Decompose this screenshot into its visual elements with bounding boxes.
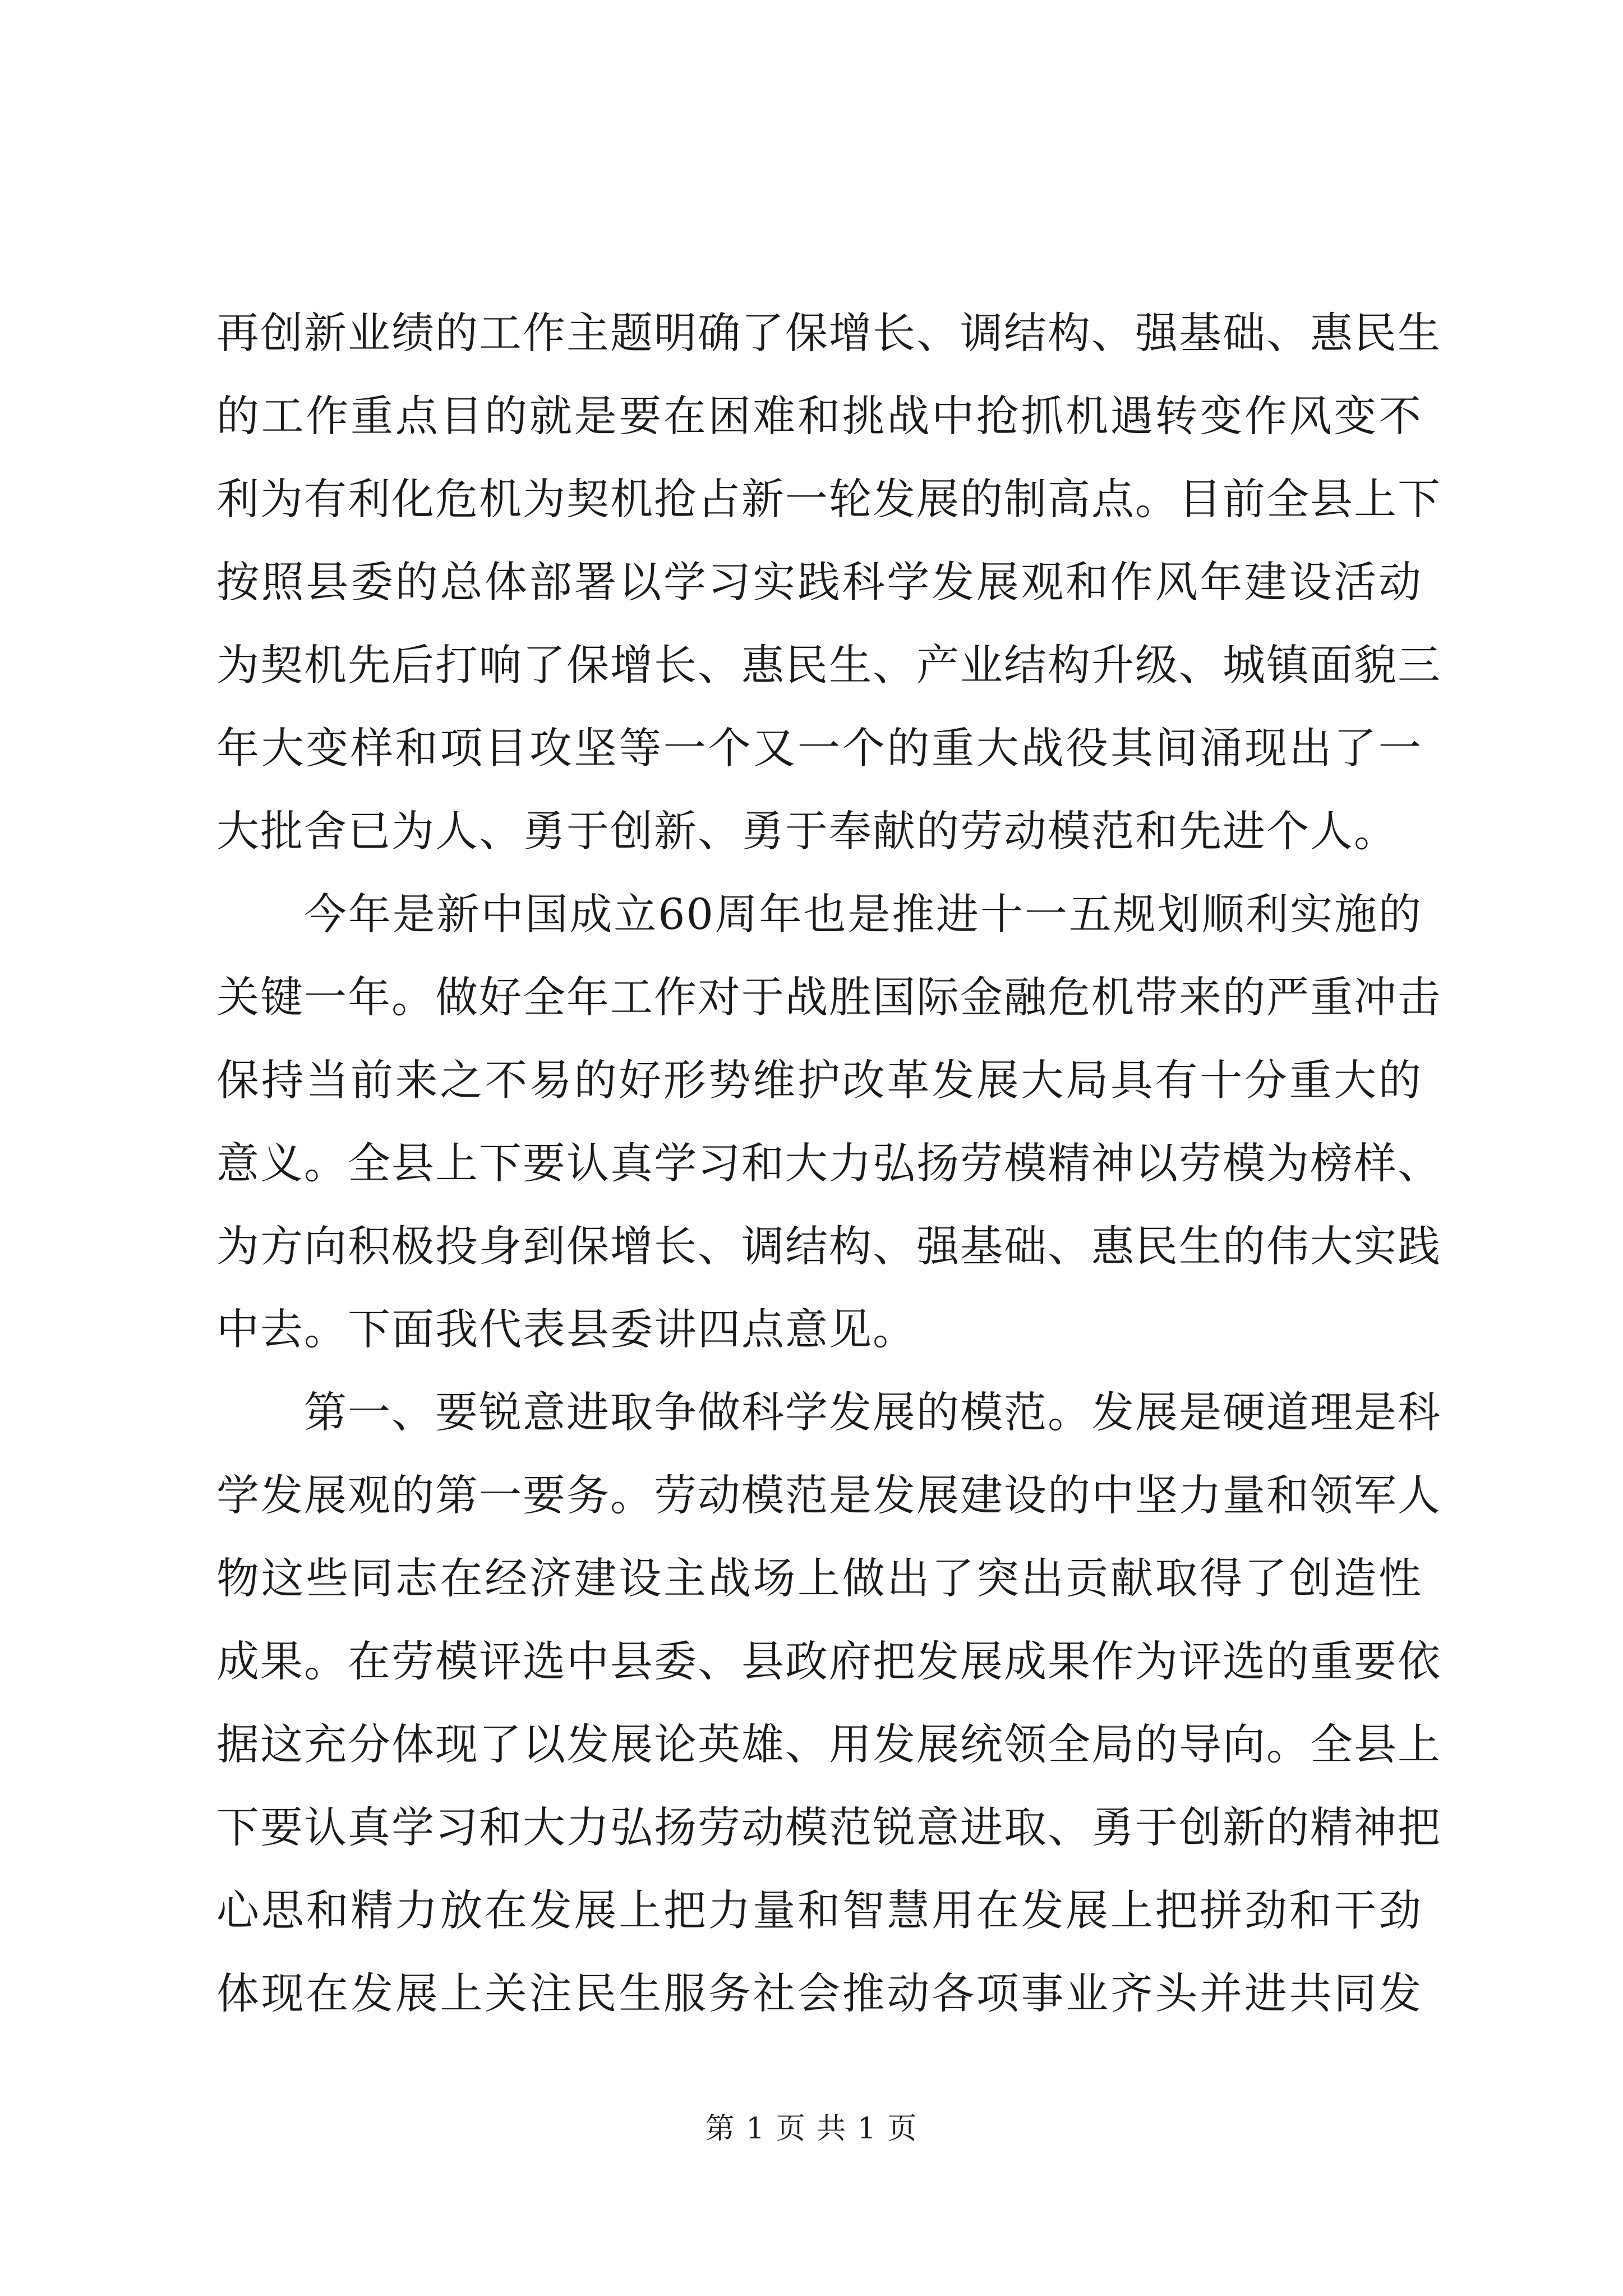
text-line: 体现在发展上关注民生服务社会推动各项事业齐头并进共同发 [216, 1968, 1422, 2018]
text-line: 的工作重点目的就是要在困难和挑战中抢抓机遇转变作风变不 [216, 391, 1422, 441]
text-line: 按照县委的总体部署以学习实践科学发展观和作风年建设活动 [216, 557, 1422, 607]
text-line: 学发展观的第一要务。劳动模范是发展建设的中坚力量和领军人 [216, 1470, 1441, 1520]
text-line: 中去。下面我代表县委讲四点意见。 [216, 1304, 916, 1354]
paragraph-start-line: 第一、要锐意进取争做科学发展的模范。发展是硬道理是科 [304, 1387, 1441, 1437]
text-line: 利为有利化危机为契机抢占新一轮发展的制高点。目前全县上下 [216, 474, 1441, 524]
text-line: 成果。在劳模评选中县委、县政府把发展成果作为评选的重要依 [216, 1636, 1441, 1686]
text-line: 据这充分体现了以发展论英雄、用发展统领全局的导向。全县上 [216, 1719, 1441, 1769]
text-line: 保持当前来之不易的好形势维护改革发展大局具有十分重大的 [216, 1055, 1422, 1105]
text-line: 意义。全县上下要认真学习和大力弘扬劳模精神以劳模为榜样、 [216, 1138, 1441, 1188]
text-line: 心思和精力放在发展上把力量和智慧用在发展上把拼劲和干劲 [216, 1885, 1422, 1935]
text-line: 物这些同志在经济建设主战场上做出了突出贡献取得了创造性 [216, 1553, 1422, 1603]
paragraph-start-line: 今年是新中国成立60周年也是推进十一五规划顺利实施的 [304, 889, 1422, 939]
text-line: 为契机先后打响了保增长、惠民生、产业结构升级、城镇面貌三 [216, 640, 1441, 690]
text-line: 大批舍已为人、勇于创新、勇于奉献的劳动模范和先进个人。 [216, 806, 1398, 856]
text-line: 年大变样和项目攻坚等一个又一个的重大战役其间涌现出了一 [216, 723, 1422, 773]
text-line: 关键一年。做好全年工作对于战胜国际金融危机带来的严重冲击 [216, 972, 1441, 1022]
text-line: 再创新业绩的工作主题明确了保增长、调结构、强基础、惠民生 [216, 308, 1441, 358]
text-line: 为方向积极投身到保增长、调结构、强基础、惠民生的伟大实践 [216, 1221, 1441, 1271]
page-number-footer: 第 1 页 共 1 页 [705, 2112, 918, 2146]
text-line: 下要认真学习和大力弘扬劳动模范锐意进取、勇于创新的精神把 [216, 1802, 1441, 1852]
document-body [216, 292, 1441, 2035]
